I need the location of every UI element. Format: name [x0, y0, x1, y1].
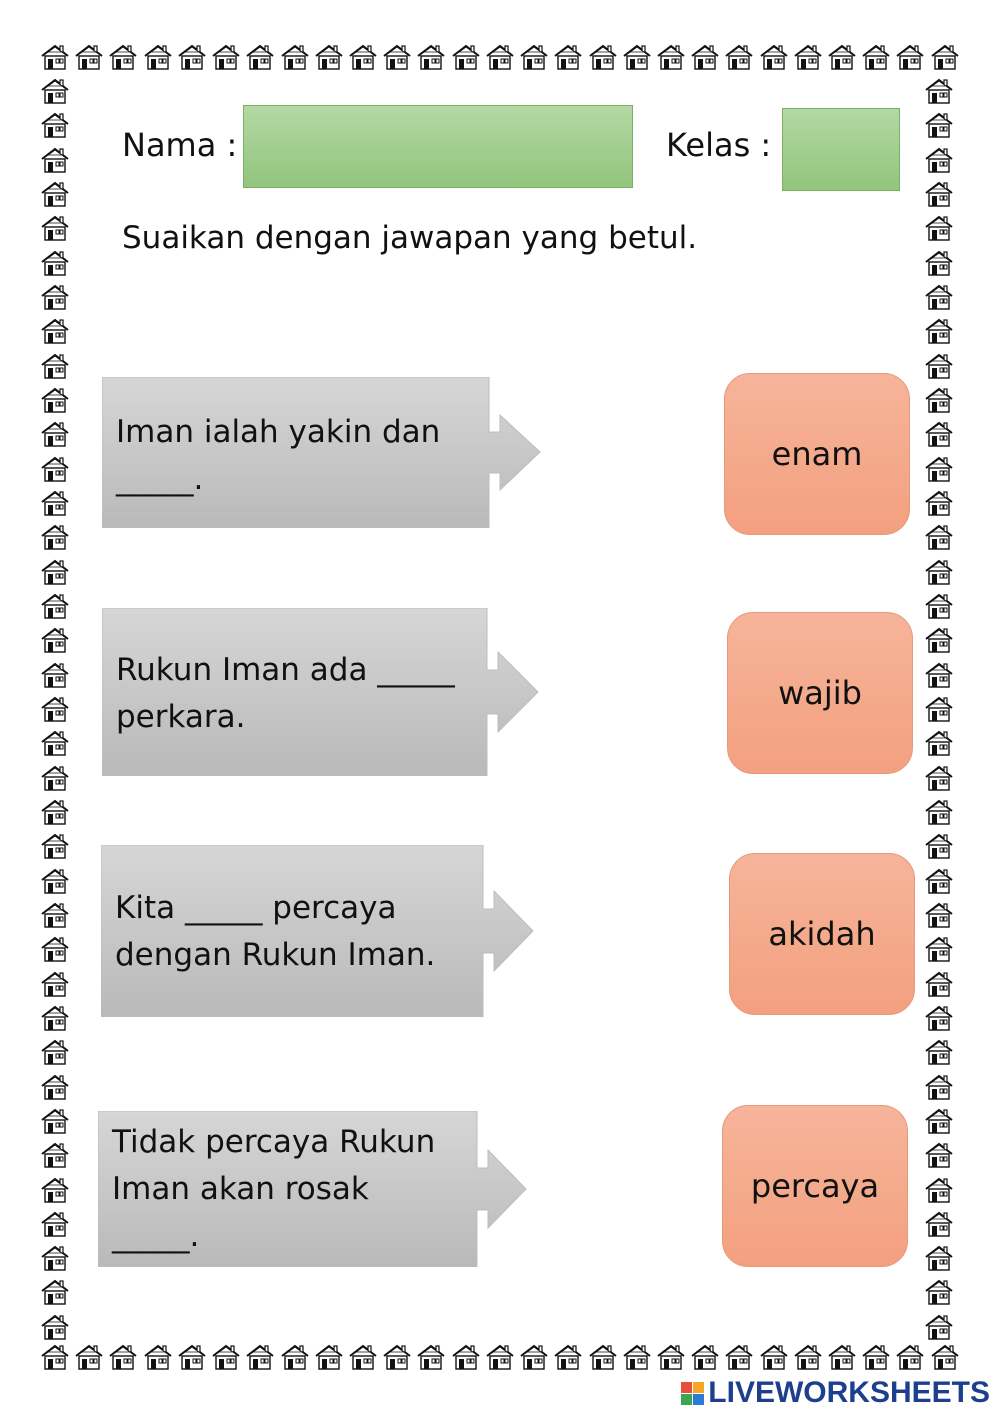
question-text: Iman ialah yakin dan _____.	[116, 414, 441, 497]
answer-card[interactable]: wajib	[727, 612, 913, 774]
house-icon	[924, 593, 958, 619]
house-icon	[143, 1344, 173, 1376]
house-icon	[40, 765, 74, 791]
house-icon	[74, 44, 104, 76]
house-icon	[211, 44, 241, 76]
house-icon	[416, 44, 446, 76]
house-icon	[40, 936, 74, 962]
house-icon	[40, 1177, 74, 1203]
house-icon	[924, 147, 958, 173]
liveworksheets-brand	[681, 1376, 990, 1410]
house-icon	[924, 181, 958, 207]
house-icon	[40, 1344, 70, 1376]
house-icon	[211, 1344, 241, 1376]
instruction-text: Suaikan dengan jawapan yang betul.	[122, 220, 698, 256]
house-icon	[40, 1074, 74, 1100]
answer-card[interactable]: akidah	[729, 853, 915, 1015]
house-icon	[40, 971, 74, 997]
house-icon	[924, 1211, 958, 1237]
answer-card[interactable]: enam	[724, 373, 910, 535]
nama-input[interactable]	[243, 105, 633, 188]
house-icon	[827, 44, 857, 76]
house-icon	[759, 1344, 789, 1376]
house-icon	[924, 902, 958, 928]
house-icon	[40, 353, 74, 379]
house-icon	[924, 284, 958, 310]
nama-label: Nama :	[122, 126, 238, 164]
house-icon	[40, 833, 74, 859]
house-icon	[40, 902, 74, 928]
house-icon	[724, 1344, 754, 1376]
house-icon	[924, 1245, 958, 1271]
house-icon	[924, 1177, 958, 1203]
house-icon	[40, 1314, 74, 1340]
question-box	[102, 608, 540, 776]
question-box	[98, 1111, 528, 1267]
house-icon	[861, 44, 891, 76]
question-text: Tidak percaya Rukun Iman akan rosak _____.	[112, 1124, 436, 1254]
house-icon	[930, 44, 960, 76]
house-icon	[924, 1039, 958, 1065]
question-text: Kita _____ percaya dengan Rukun Iman.	[115, 890, 436, 973]
house-icon	[622, 44, 652, 76]
house-icon	[108, 1344, 138, 1376]
house-icon	[924, 1279, 958, 1305]
house-icon	[40, 215, 74, 241]
house-icon	[724, 44, 754, 76]
house-icon	[382, 1344, 412, 1376]
house-icon	[40, 1211, 74, 1237]
house-icon	[40, 112, 74, 138]
house-icon	[40, 730, 74, 756]
house-icon	[40, 559, 74, 585]
house-icon	[924, 868, 958, 894]
answer-card[interactable]: percaya	[722, 1105, 908, 1267]
house-icon	[793, 1344, 823, 1376]
house-icon	[143, 44, 173, 76]
house-icon	[924, 799, 958, 825]
house-icon	[861, 1344, 891, 1376]
question-text: Rukun Iman ada _____ perkara.	[116, 652, 455, 735]
house-icon	[40, 78, 74, 104]
house-icon	[485, 1344, 515, 1376]
house-icon	[924, 559, 958, 585]
house-icon	[588, 44, 618, 76]
house-icon	[348, 1344, 378, 1376]
house-icon	[924, 662, 958, 688]
house-icon	[40, 662, 74, 688]
house-icon	[924, 1314, 958, 1340]
house-icon	[793, 44, 823, 76]
house-icon	[924, 387, 958, 413]
house-icon	[40, 524, 74, 550]
house-icon	[40, 284, 74, 310]
house-icon	[690, 1344, 720, 1376]
house-icon	[930, 1344, 960, 1376]
house-icon	[177, 44, 207, 76]
house-icon	[485, 44, 515, 76]
house-icon	[924, 936, 958, 962]
house-icon	[40, 1279, 74, 1305]
house-icon	[924, 78, 958, 104]
house-icon	[924, 318, 958, 344]
house-icon	[74, 1344, 104, 1376]
house-icon	[924, 215, 958, 241]
house-icon	[40, 1245, 74, 1271]
house-icon	[924, 250, 958, 276]
question-box	[102, 377, 542, 528]
house-icon	[924, 1142, 958, 1168]
house-icon	[924, 696, 958, 722]
house-icon	[40, 593, 74, 619]
house-icon	[40, 318, 74, 344]
house-icon	[40, 44, 70, 76]
house-icon	[40, 1108, 74, 1134]
house-icon	[924, 421, 958, 447]
house-icon	[40, 181, 74, 207]
house-icon	[40, 696, 74, 722]
house-border-bottom	[40, 1344, 960, 1376]
house-icon	[759, 44, 789, 76]
house-icon	[924, 833, 958, 859]
house-border-top	[40, 44, 960, 76]
house-icon	[895, 44, 925, 76]
house-icon	[40, 147, 74, 173]
house-icon	[40, 421, 74, 447]
house-icon	[895, 1344, 925, 1376]
house-icon	[245, 44, 275, 76]
kelas-label: Kelas :	[666, 126, 772, 164]
house-icon	[924, 1074, 958, 1100]
house-icon	[348, 44, 378, 76]
house-icon	[108, 44, 138, 76]
house-icon	[519, 44, 549, 76]
house-icon	[519, 1344, 549, 1376]
house-icon	[656, 44, 686, 76]
house-icon	[40, 868, 74, 894]
house-icon	[924, 765, 958, 791]
house-border-left	[40, 78, 74, 1340]
house-icon	[924, 730, 958, 756]
house-icon	[588, 1344, 618, 1376]
house-icon	[924, 971, 958, 997]
house-icon	[314, 1344, 344, 1376]
house-icon	[924, 1108, 958, 1134]
house-icon	[280, 1344, 310, 1376]
house-icon	[924, 456, 958, 482]
house-icon	[924, 490, 958, 516]
house-icon	[924, 1005, 958, 1031]
house-icon	[314, 44, 344, 76]
house-icon	[177, 1344, 207, 1376]
kelas-input[interactable]	[782, 108, 900, 191]
house-icon	[451, 1344, 481, 1376]
house-icon	[827, 1344, 857, 1376]
house-icon	[924, 524, 958, 550]
house-icon	[924, 627, 958, 653]
house-icon	[280, 44, 310, 76]
house-icon	[245, 1344, 275, 1376]
house-border-right	[924, 78, 958, 1340]
house-icon	[40, 1142, 74, 1168]
house-icon	[553, 44, 583, 76]
question-box	[101, 845, 535, 1017]
house-icon	[924, 112, 958, 138]
house-icon	[382, 44, 412, 76]
house-icon	[40, 490, 74, 516]
liveworksheets-logo-icon	[681, 1382, 704, 1405]
house-icon	[451, 44, 481, 76]
house-icon	[40, 799, 74, 825]
house-icon	[690, 44, 720, 76]
house-icon	[553, 1344, 583, 1376]
house-icon	[40, 456, 74, 482]
house-icon	[924, 353, 958, 379]
house-icon	[40, 387, 74, 413]
house-icon	[40, 250, 74, 276]
house-icon	[40, 627, 74, 653]
house-icon	[40, 1005, 74, 1031]
brand-text: LIVEWORKSHEETS	[708, 1376, 990, 1409]
house-icon	[416, 1344, 446, 1376]
house-icon	[40, 1039, 74, 1065]
house-icon	[622, 1344, 652, 1376]
house-icon	[656, 1344, 686, 1376]
